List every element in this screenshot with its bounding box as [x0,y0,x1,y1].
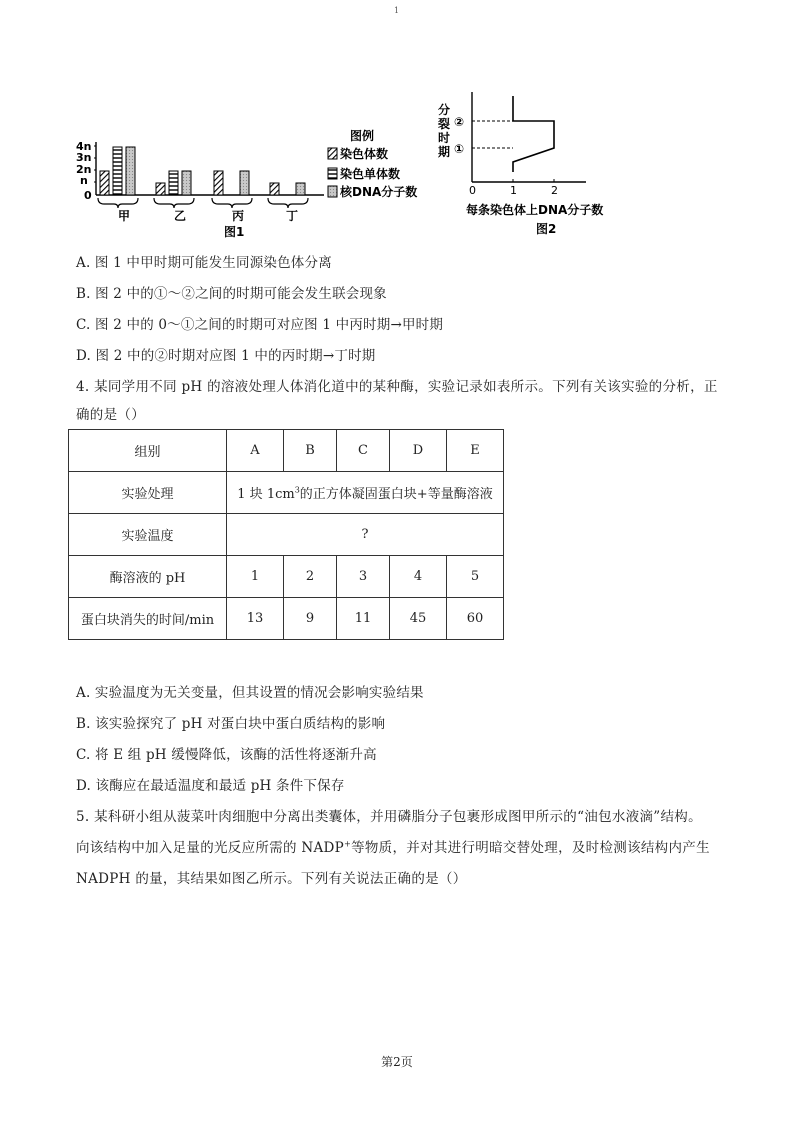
q4-table [68,429,504,640]
table-row-header [69,430,504,472]
bar-0-2 [126,147,135,195]
table-cell: 9 [284,598,337,640]
table-cell-temperature: ? [227,514,504,556]
bar-1-0 [156,183,165,195]
group-label-yi: 乙 [174,209,187,223]
table-cell: 3 [337,556,390,598]
figure-1-caption: 图1 [224,225,245,239]
brace-0 [98,198,138,208]
legend-label-chromatid: 染色单体数 [340,167,401,181]
bar-2-0 [214,171,223,195]
page-top-mark: 1 [394,6,400,15]
fig2-x-tick-0: 0 [469,184,476,197]
group-braces [98,198,308,208]
legend-label-dna: 核DNA分子数 [340,185,418,199]
table-cell: 组别 [69,430,227,472]
y-tick-n: n [80,174,88,187]
table-cell: 5 [447,556,504,598]
marker-1: ① [454,142,465,156]
figure-2-caption: 图2 [536,222,557,236]
legend-swatch-chromosome [328,148,337,159]
bars-group [100,147,305,195]
table-cell: 酶溶液的 pH [69,556,227,598]
y-tick-3n: 3n [76,151,92,164]
table-cell: 1 [227,556,284,598]
table-cell: E [447,430,504,472]
q3-option-c: C. 图 2 中的 0～①之间的时期可对应图 1 中丙时期→甲时期 [76,317,444,333]
brace-1 [154,198,194,208]
fig2-x-tick-1: 1 [510,184,517,197]
legend-title: 图例 [350,129,375,143]
table-cell: D [390,430,447,472]
figure-1 [74,128,434,240]
q3-option-a: A. 图 1 中甲时期可能发生同源染色体分离 [76,255,332,271]
table-cell: 13 [227,598,284,640]
fig2-ylabel-2: 裂 [438,117,451,131]
group-label-jia: 甲 [118,209,131,223]
dna-curve [513,96,554,172]
q4-option-b: B. 该实验探究了 pH 对蛋白块中蛋白质结构的影响 [76,716,386,732]
q3-option-d: D. 图 2 中的②时期对应图 1 中的丙时期→丁时期 [76,348,376,364]
table-row-ph [69,556,504,598]
table-row-temperature [69,514,504,556]
legend-swatch-dna [328,186,337,197]
table-cell: A [227,430,284,472]
group-label-bing: 丙 [232,209,245,223]
y-tick-0: 0 [84,189,92,202]
figure-2-chart [436,82,636,242]
y-tick-4n: 4n [76,140,92,153]
bar-1-1 [169,171,178,195]
q4-stem-line1: 4. 某同学用不同 pH 的溶液处理人体消化道中的某种酶，实验记录如表所示。下列有关该实验的分析，正 [76,379,718,395]
table-cell: 11 [337,598,390,640]
fig2-ylabel-3: 时 [438,131,451,145]
table-cell: 2 [284,556,337,598]
bar-0-1 [113,147,122,195]
legend-swatch-chromatid [328,168,337,179]
legend-label-chromosome: 染色体数 [340,147,389,161]
table-cell-treatment: 1 块 $1cm^3$的正方体凝固蛋白块+等量酶溶液 [227,472,504,514]
table-cell: 4 [390,556,447,598]
table-cell: 60 [447,598,504,640]
q4-option-c: C. 将 E 组 pH 缓慢降低，该酶的活性将逐渐升高 [76,747,377,763]
table-row-time [69,598,504,640]
fig2-ylabel-1: 分 [438,103,451,117]
q4-stem-line2: 确的是（） [76,407,145,423]
marker-2: ② [454,115,465,129]
bar-3-2 [296,183,305,195]
bar-1-2 [182,171,191,195]
bar-0-0 [100,171,109,195]
table-cell: C [337,430,390,472]
fig2-ylabel-4: 期 [438,145,451,159]
page-footer: 第2页 [381,1055,413,1069]
q4-option-a: A. 实验温度为无关变量，但其设置的情况会影响实验结果 [76,685,424,701]
fig2-x-tick-2: 2 [551,184,558,197]
bar-2-2 [240,171,249,195]
table-row-treatment [69,472,504,514]
table-cell: B [284,430,337,472]
bar-3-0 [270,183,279,195]
table-cell: 实验处理 [69,472,227,514]
y-tick-2n: 2n [76,163,92,176]
brace-3 [268,198,308,208]
brace-2 [212,198,252,208]
q5-line3: NADPH 的量，其结果如图乙所示。下列有关说法正确的是（） [76,871,467,887]
q5-line1: 5. 某科研小组从菠菜叶肉细胞中分离出类囊体，并用磷脂分子包裹形成图甲所示的“油包水液滴”结构。 [76,809,702,825]
table-cell: 蛋白块消失的时间/min [69,598,227,640]
group-label-ding: 丁 [286,209,299,223]
q3-option-b: B. 图 2 中的①～②之间的时期可能会发生联会现象 [76,286,387,302]
table-cell: 实验温度 [69,514,227,556]
figure-2 [436,82,636,242]
table-cell: 45 [390,598,447,640]
q4-option-d: D. 该酶应在最适温度和最适 pH 条件下保存 [76,778,345,794]
fig2-xlabel: 每条染色体上DNA分子数 [466,203,604,217]
figure-1-chart [74,128,434,240]
q5-line2: 向该结构中加入足量的光反应所需的 NADP+等物质，并对其进行明暗交替处理，及时检测该结构内产生 [76,839,710,856]
